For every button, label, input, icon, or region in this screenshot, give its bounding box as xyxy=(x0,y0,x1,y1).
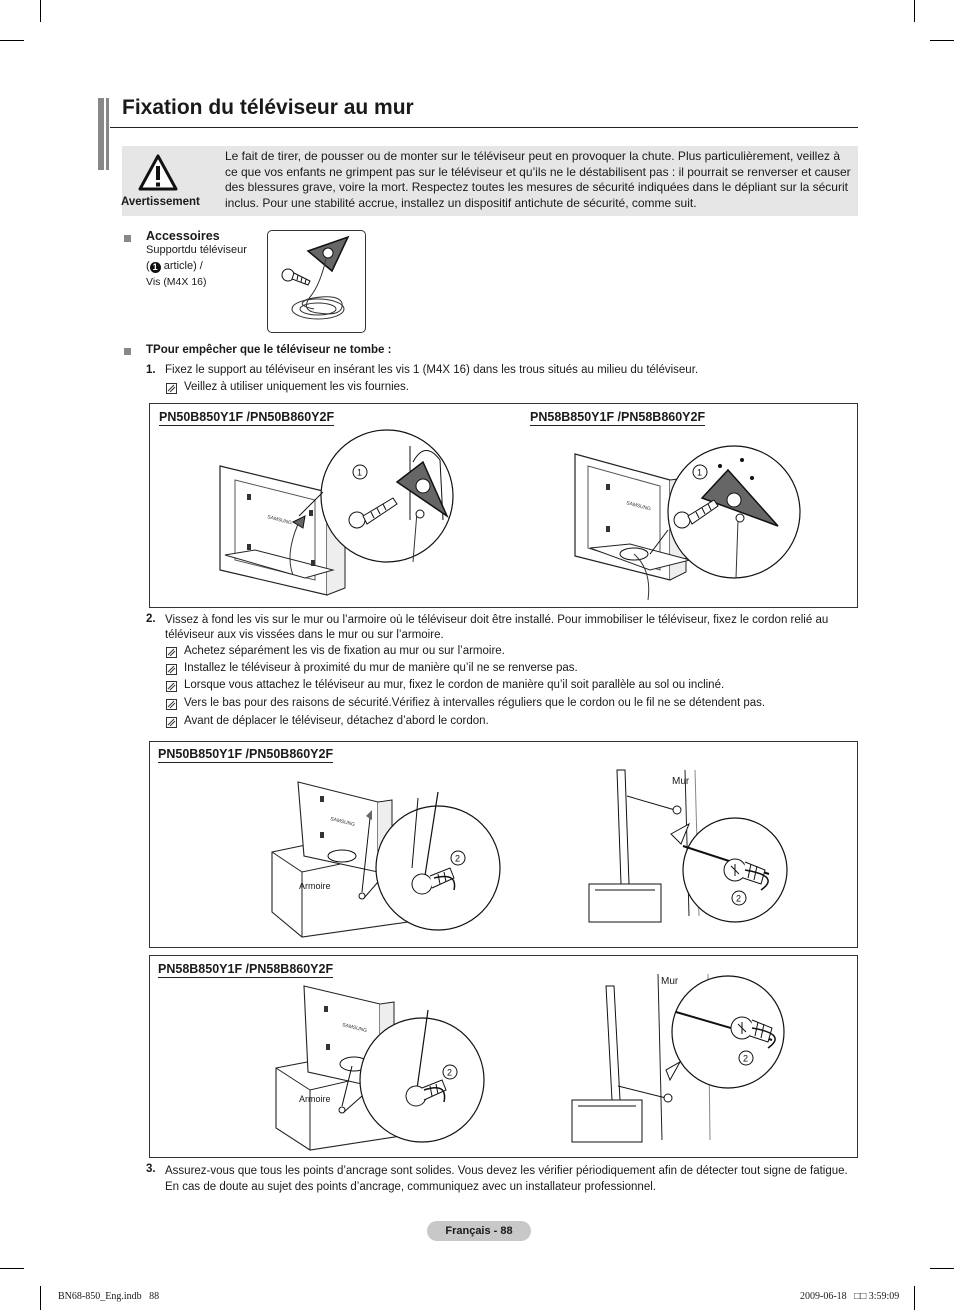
page-number-badge: Français - 88 xyxy=(427,1221,531,1241)
tv-wall-side-illustration xyxy=(585,766,795,926)
warning-label: Avertissement xyxy=(121,196,200,208)
title-rule xyxy=(110,127,858,128)
svg-text:SAMSUNG: SAMSUNG xyxy=(625,500,652,513)
callout-number: 2 xyxy=(743,1053,749,1064)
crop-mark xyxy=(0,1268,24,1269)
tv-back-illustration xyxy=(215,420,465,600)
note-icon xyxy=(166,699,177,710)
imprint-date: 2009-06-18 □□ 3:59:09 xyxy=(800,1291,900,1302)
accessories-line xyxy=(146,260,203,273)
crop-mark xyxy=(40,0,41,22)
note-text: Achetez séparément les vis de fixation au mur ou sur l’armoire. xyxy=(184,645,505,657)
bracket-screw-illustration xyxy=(270,233,362,329)
note-text: Vers le bas pour des raisons de sécurité.Vérifiez à intervalles réguliers que le cordon ou le fil ne se détendent pas. xyxy=(184,697,766,709)
crop-mark xyxy=(930,1268,954,1269)
model-label: PN58B850Y1F /PN58B860Y2F xyxy=(158,962,334,976)
step-number: 1. xyxy=(146,364,156,376)
callout-number: 1 xyxy=(697,467,703,478)
note-text: Veillez à utiliser uniquement les vis fournies. xyxy=(184,381,410,393)
step-text: Fixez le support au téléviseur en insérant les vis 1 (M4X 16) dans les trous situés au milieu du téléviseur. xyxy=(165,364,699,376)
note-icon xyxy=(166,647,177,658)
section-heading: TPour empêcher que le téléviseur ne tombe : xyxy=(146,344,392,356)
callout-number: 2 xyxy=(736,893,742,904)
step-number: 2. xyxy=(146,613,156,625)
mur-label: Mur xyxy=(672,776,690,787)
note-text: Lorsque vous attachez le téléviseur au mur, fixez le cordon de manière qu’il soit parallèle au sol ou incliné. xyxy=(184,679,725,691)
tv-cabinet-illustration xyxy=(268,772,508,937)
callout-number: 2 xyxy=(447,1067,453,1078)
title-accent-bar xyxy=(98,98,104,170)
crop-mark xyxy=(0,40,24,41)
title-accent-bar xyxy=(106,98,109,170)
warning-text: Le fait de tirer, de pousser ou de monter sur le téléviseur peut en provoquer la chute. Plus particulièrement, veillez à ce que vos enfants ne grimpent pas sur le téléviseur et qu’ils ne le déstabilisent pas : il pourrait se renverser et causer des blessures grave, voire la mort. Respectez toutes les mesures de sécurité indiquées dans le dépliant sur la sécurit inclus. Pour une stabilité accrue, installez un dispositif antichute de sécurité, comme suit. xyxy=(225,149,851,210)
armoire-label: Armoire xyxy=(299,1094,331,1104)
note-icon xyxy=(166,383,177,394)
step-number: 3. xyxy=(146,1163,156,1175)
crop-mark xyxy=(930,40,954,41)
model-label: PN50B850Y1F /PN50B860Y2F xyxy=(158,747,334,761)
note-text: Installez le téléviseur à proximité du mur de manière qu’il ne se renverse pas. xyxy=(184,662,578,674)
accessories-line: Vis (M4X 16) xyxy=(146,276,207,288)
note-text: Avant de déplacer le téléviseur, détachez d’abord le cordon. xyxy=(184,715,489,727)
svg-text:SAMSUNG: SAMSUNG xyxy=(329,816,356,829)
circled-number: 1 xyxy=(152,262,158,272)
paren-text: ( xyxy=(146,260,150,272)
callout-number: 2 xyxy=(455,853,461,864)
armoire-label: Armoire xyxy=(299,881,331,891)
crop-mark xyxy=(914,0,915,22)
callout-number: 1 xyxy=(357,467,363,478)
circled-number-icon xyxy=(150,262,161,273)
note-icon xyxy=(166,681,177,692)
warning-triangle-icon xyxy=(138,154,178,192)
accessories-count: article) / xyxy=(160,260,203,272)
bullet-square xyxy=(124,235,131,242)
step-text: Assurez-vous que tous les points d’ancrage sont solides. Vous devez les vérifier périodiquement afin de détecter tout signe de fatigue. En cas de doute au sujet des points d’ancrage, communiquez avec un installateur professionnel. xyxy=(165,1165,848,1193)
svg-text:SAMSUNG: SAMSUNG xyxy=(266,514,293,527)
crop-mark xyxy=(40,1286,41,1310)
tv-back-illustration xyxy=(570,420,810,605)
crop-mark xyxy=(914,1286,915,1310)
mur-label: Mur xyxy=(661,976,679,987)
step-text: Vissez à fond les vis sur le mur ou l’armoire où le téléviseur doit être installé. Pour immobiliser le téléviseur, fixez le cordon relié au téléviseur aux vis vissées dans le mur ou sur l’armoire. xyxy=(165,614,829,641)
note-icon xyxy=(166,717,177,728)
tv-wall-side-illustration xyxy=(568,970,798,1150)
imprint-file: BN68-850_Eng.indb 88 xyxy=(58,1291,160,1302)
bullet-square xyxy=(124,348,131,355)
page-title: Fixation du téléviseur au mur xyxy=(122,96,414,119)
note-icon xyxy=(166,664,177,675)
model-label: PN50B850Y1F /PN50B860Y2F xyxy=(159,410,335,424)
accessories-line: Supportdu téléviseur xyxy=(146,244,247,256)
svg-text:SAMSUNG: SAMSUNG xyxy=(341,1022,368,1035)
model-label: PN58B850Y1F /PN58B860Y2F xyxy=(530,410,706,424)
tv-cabinet-illustration xyxy=(272,984,492,1154)
accessories-heading: Accessoires xyxy=(146,229,220,243)
